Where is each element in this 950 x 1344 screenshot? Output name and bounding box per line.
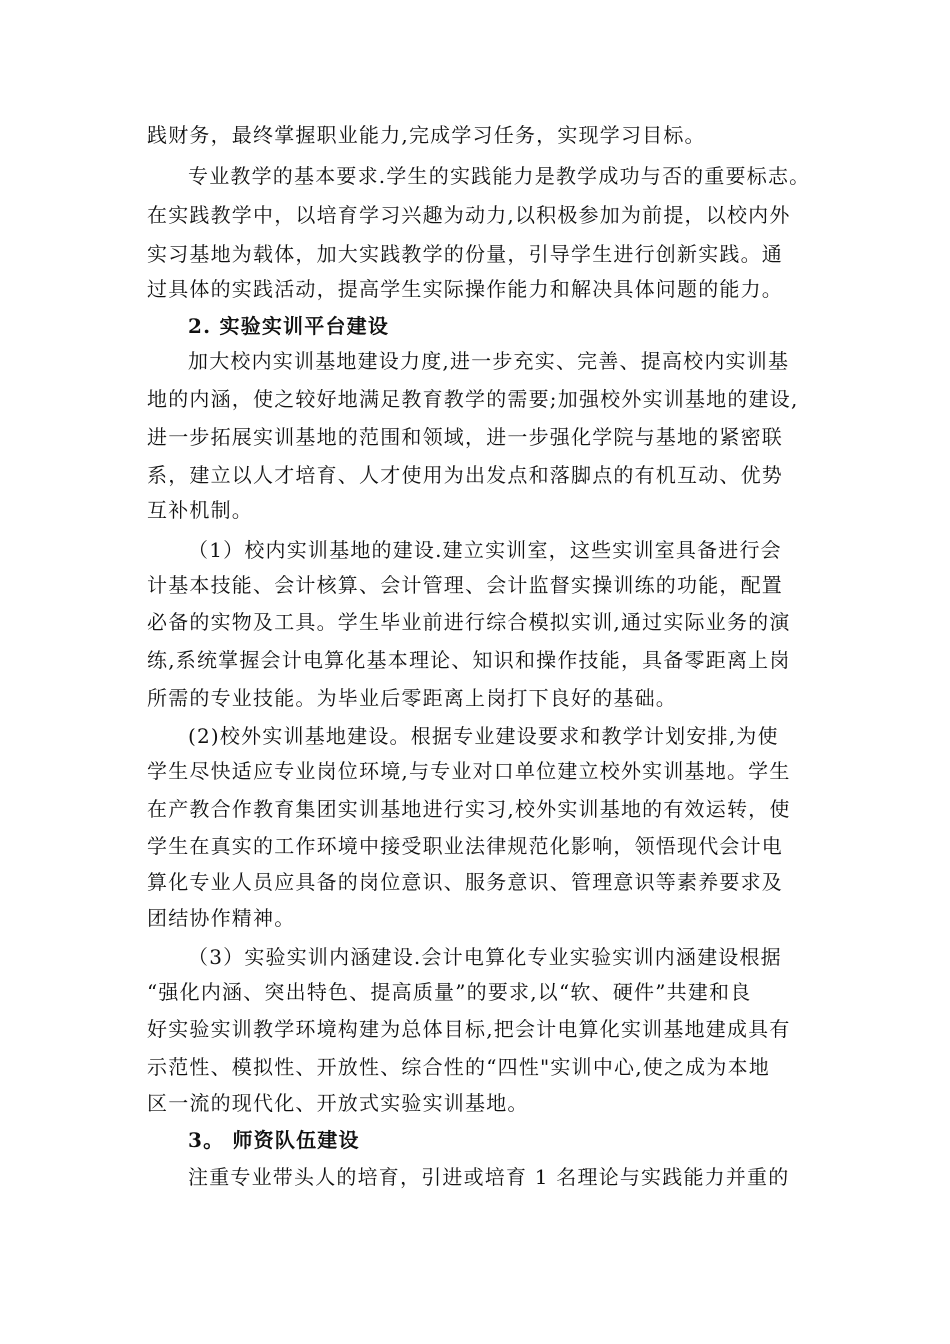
paragraph-line: 在产教合作教育集团实训基地进行实习,校外实训基地的有效运转，使	[147, 797, 791, 821]
paragraph-line: “强化内涵、突出特色、提高质量”的要求,以“软、硬件”共建和良	[147, 980, 752, 1004]
section-heading: 3。 师资队伍建设	[188, 1128, 360, 1152]
section-heading: 2. 实验实训平台建设	[188, 314, 390, 338]
paragraph-line: 实习基地为载体，加大实践教学的份量，引导学生进行创新实践。通	[147, 242, 783, 266]
paragraph-line: 区一流的现代化、开放式实验实训基地。	[147, 1091, 529, 1115]
paragraph-line: 系，建立以人才培育、人才使用为出发点和落脚点的有机互动、优势	[147, 463, 783, 487]
paragraph-line: 算化专业人员应具备的岗位意识、服务意识、管理意识等素养要求及	[147, 870, 783, 894]
paragraph-line: 练,系统掌握会计电算化基本理论、知识和操作技能，具备零距离上岗	[147, 648, 791, 672]
paragraph-line: （3）实验实训内涵建设.会计电算化专业实验实训内涵建设根据	[188, 945, 782, 969]
paragraph-line: 计基本技能、会计核算、会计管理、会计监督实操训练的功能，配置	[147, 573, 783, 597]
paragraph-line: 必备的实物及工具。学生毕业前进行综合模拟实训,通过实际业务的演	[147, 610, 791, 634]
paragraph-line: 好实验实训教学环境构建为总体目标,把会计电算化实训基地建成具有	[147, 1017, 791, 1041]
paragraph-line: （1）校内实训基地的建设.建立实训室，这些实训室具备进行会	[188, 538, 782, 562]
paragraph-line: (2)校外实训基地建设。根据专业建设要求和教学计划安排,为使	[188, 724, 779, 748]
paragraph-line: 进一步拓展实训基地的范围和领域，进一步强化学院与基地的紧密联	[147, 425, 783, 449]
paragraph-line: 所需的专业技能。为毕业后零距离上岗打下良好的基础。	[147, 686, 677, 710]
paragraph-line: 专业教学的基本要求.学生的实践能力是教学成功与否的重要标志。	[188, 164, 811, 188]
paragraph-line: 学生尽快适应专业岗位环境,与专业对口单位建立校外实训基地。学生	[147, 759, 791, 783]
paragraph-line: 加大校内实训基地建设力度,进一步充实、完善、提高校内实训基	[188, 349, 790, 373]
paragraph-line: 在实践教学中，以培育学习兴趣为动力,以积极参加为前提，以校内外	[147, 203, 791, 227]
paragraph-line: 注重专业带头人的培育，引进或培育 1 名理论与实践能力并重的	[188, 1165, 790, 1189]
paragraph-line: 团结协作精神。	[147, 906, 296, 930]
paragraph-line: 践财务，最终掌握职业能力,完成学习任务，实现学习目标。	[147, 123, 706, 147]
paragraph-line: 示范性、模拟性、开放性、综合性的“四性"实训中心,使之成为本地	[147, 1055, 770, 1079]
paragraph-line: 过具体的实践活动，提高学生实际操作能力和解决具体问题的能力。	[147, 277, 783, 301]
paragraph-line: 地的内涵，使之较好地满足教育教学的需要;加强校外实训基地的建设,	[147, 387, 799, 411]
paragraph-line: 互补机制。	[147, 498, 253, 522]
paragraph-line: 学生在真实的工作环境中接受职业法律规范化影响，领悟现代会计电	[147, 834, 783, 858]
